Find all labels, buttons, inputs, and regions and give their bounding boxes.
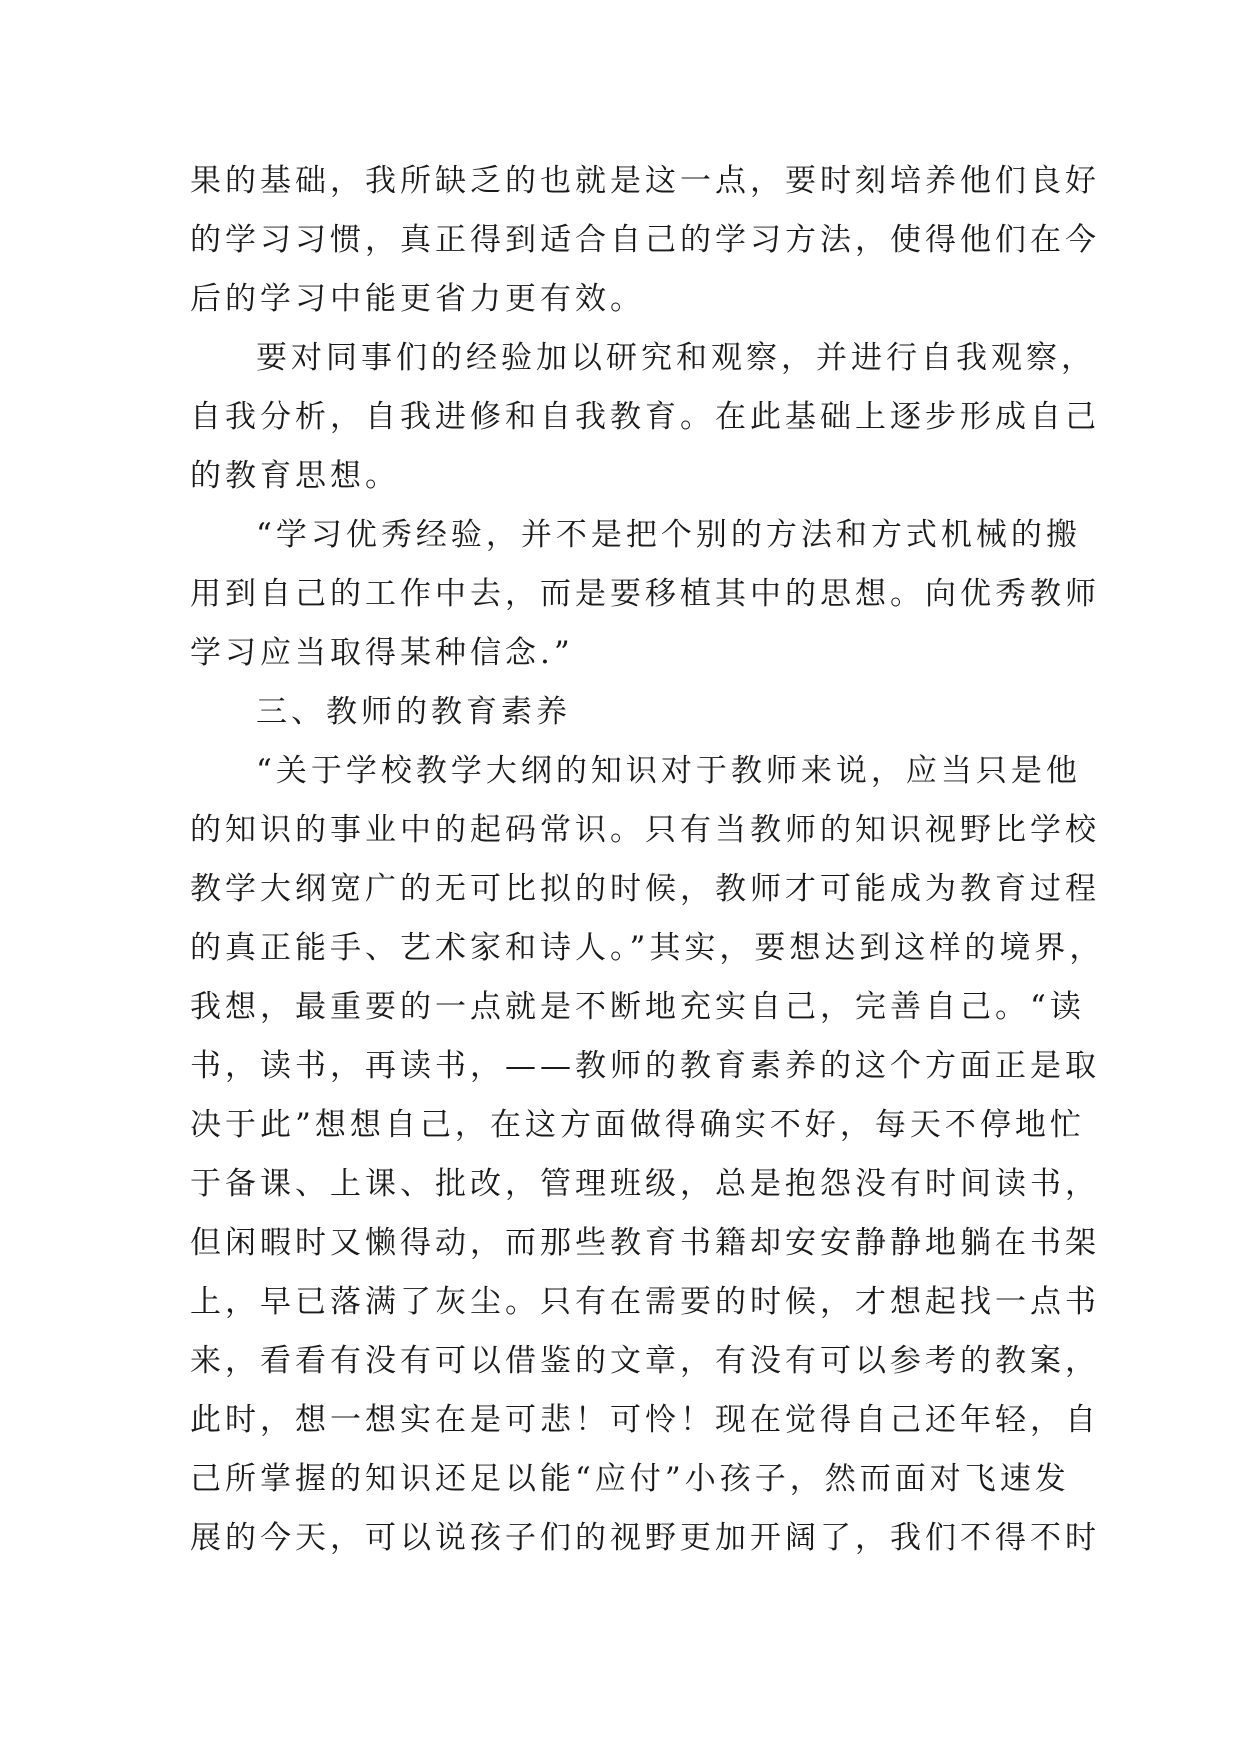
text-line: 此时，想一想实在是可悲！可怜！现在觉得自己还年轻，自 xyxy=(190,1402,1100,1438)
text-line: 我想，最重要的一点就是不断地充实自己，完善自己。“读 xyxy=(190,989,1085,1025)
text-line: 己所掌握的知识还足以能“应付”小孩子，然而面对飞速发 xyxy=(190,1461,1070,1497)
text-line: 来，看看有没有可以借鉴的文章，有没有可以参考的教案， xyxy=(190,1343,1100,1379)
text-line: 决于此”想想自己，在这方面做得确实不好，每天不停地忙 xyxy=(190,1107,1085,1143)
text-line: 于备课、上课、批改，管理班级，总是抱怨没有时间读书， xyxy=(190,1166,1100,1202)
body-text xyxy=(190,152,1105,1568)
text-line: 但闲暇时又懒得动，而那些教育书籍却安安静静地躺在书架 xyxy=(190,1225,1100,1261)
text-line: 果的基础，我所缺乏的也就是这一点，要时刻培养他们良好 xyxy=(190,163,1100,199)
paragraph-first-line: “学习优秀经验，并不是把个别的方法和方式机械的搬 xyxy=(256,517,1081,553)
text-line: 后的学习中能更省力更有效。 xyxy=(190,281,645,317)
section-heading: 三、教师的教育素养 xyxy=(256,694,571,730)
paragraph-first-line: 要对同事们的经验加以研究和观察，并进行自我观察， xyxy=(256,340,1096,376)
text-line: 上，早已落满了灰尘。只有在需要的时候，才想起找一点书 xyxy=(190,1284,1100,1320)
text-line: 展的今天，可以说孩子们的视野更加开阔了，我们不得不时 xyxy=(190,1520,1100,1556)
text-line: 的学习习惯，真正得到适合自己的学习方法，使得他们在今 xyxy=(190,222,1100,258)
text-line: 自我分析，自我进修和自我教育。在此基础上逐步形成自己 xyxy=(190,399,1100,435)
text-line: 用到自己的工作中去，而是要移植其中的思想。向优秀教师 xyxy=(190,576,1100,612)
paragraph-first-line: “关于学校教学大纲的知识对于教师来说，应当只是他 xyxy=(256,753,1081,789)
text-line: 书，读书，再读书，——教师的教育素养的这个方面正是取 xyxy=(190,1048,1100,1084)
text-line: 的教育思想。 xyxy=(190,458,400,494)
text-line: 学习应当取得某种信念.” xyxy=(190,635,574,671)
text-line: 的知识的事业中的起码常识。只有当教师的知识视野比学校 xyxy=(190,812,1100,848)
text-line: 的真正能手、艺术家和诗人。”其实，要想达到这样的境界， xyxy=(190,930,1105,966)
text-line: 教学大纲宽广的无可比拟的时候，教师才可能成为教育过程 xyxy=(190,871,1100,907)
